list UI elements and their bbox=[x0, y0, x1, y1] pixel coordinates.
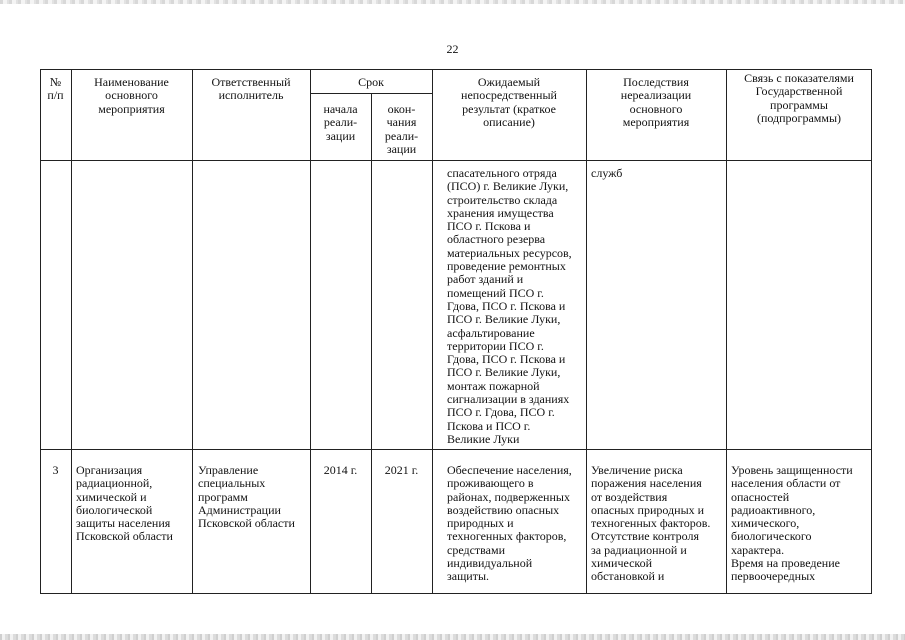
scan-top-edge bbox=[0, 0, 905, 4]
row2-start: 2014 г. bbox=[323, 463, 358, 477]
row2-name: Организация радиационной, химической и биологической защиты населения Псковской области bbox=[76, 463, 173, 544]
header-num: № п/п bbox=[47, 75, 64, 103]
page-number: 22 bbox=[446, 42, 459, 56]
header-name: Наименование основного мероприятия bbox=[94, 75, 169, 116]
row1-consequences: служб bbox=[591, 166, 623, 180]
header-term-start: начала реали- зации bbox=[323, 102, 358, 143]
row2-end: 2021 г. bbox=[384, 463, 419, 477]
header-link: Связь с показателями Государственной программы (подпрограммы) bbox=[744, 71, 854, 125]
row2-consequences: Увеличение риска поражения населения от воздействия опасных природных и техногенных факторов. Отсутствие контроля за радиационной и химической обстановкой и bbox=[591, 463, 711, 584]
header-consequences: Последствия нереализации основного мероприятия bbox=[620, 75, 692, 129]
scan-bottom-edge bbox=[0, 634, 905, 640]
row2-link: Уровень защищенности населения области от опасностей радиоактивного, химического, биологического характера. Время на проведение первоочередных bbox=[731, 463, 853, 584]
row1-result: спасательного отряда (ПСО) г. Великие Луки, строительство склада хранения имущества ПСО г. Пскова и областного резерва материальных ресурсов, проведение ремонтных работ зданий и помещений ПСО г. Гдова, ПСО г. Пскова и ПСО г. Великие Луки, асфальтирование территории ПСО г. Гдова, ПСО г. Пскова и ПСО г. Великие Луки, монтаж пожарной сигнализации в зданиях ПСО г. Гдова, ПСО г. Пскова и ПСО г. Великие Луки bbox=[447, 166, 572, 446]
row2-result: Обеспечение населения, проживающего в районах, подверженных воздействию опасных природных и техногенных факторов, средствами индивидуальной защиты. bbox=[447, 463, 572, 584]
row2-executor: Управление специальных программ Администрации Псковской области bbox=[198, 463, 295, 531]
header-executor: Ответственный исполнитель bbox=[211, 75, 291, 103]
header-term-end: окон- чания реали- зации bbox=[384, 102, 419, 156]
measures-table bbox=[40, 69, 872, 594]
row2-num: 3 bbox=[52, 463, 59, 477]
header-term: Срок bbox=[358, 75, 384, 89]
header-result: Ожидаемый непосредственный результат (краткое описание) bbox=[461, 75, 557, 129]
